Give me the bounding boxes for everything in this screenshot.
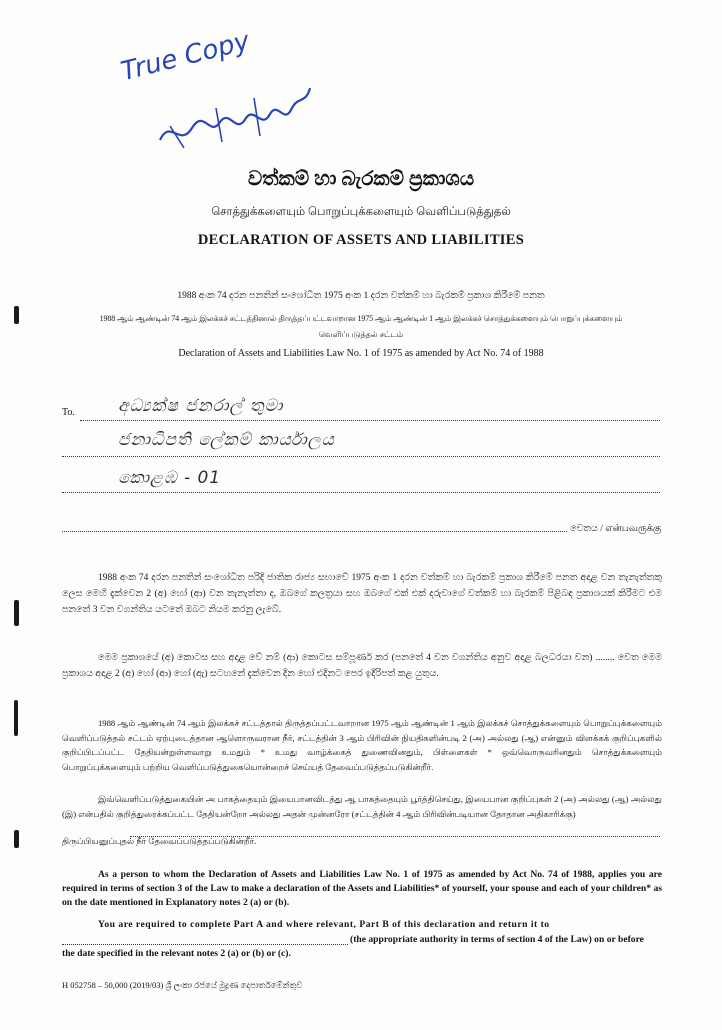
title-tamil: சொத்துக்களையும் பொறுப்புக்களையும் வெளிப்படுத்துதல் bbox=[211, 206, 511, 218]
addressee-line1: අධ්‍යක්ෂ ජනරාල් තුමා bbox=[118, 396, 284, 416]
addressee-line3: කොළඹ - 01 bbox=[118, 468, 222, 488]
tamil-paragraph-1: 1988 ஆம் ஆண்டின் 74 ஆம் இலக்கச் சட்டத்தால் திருத்தப்பட்டவாறான 1975 ஆம் ஆண்டின் 1 ஆம் இலக்கச் சொத்துக்களையும் பொறுப்புக்களையும் வெளிப்படுத்தல் சட்டம் ஏற்புடைத்தான ஆளொருவரான நீர், சட்டத்தின் 3 ஆம் பிரிவின் நியதிகளின்படி 2 (அ) அல்லது (ஆ) என்னும் விளக்கக் குறிப்புகளில் குறிப்பிடப்பட்ட தேதியன்றுள்ளவாறு உமதும் * உமது வாழ்க்கைத் துணைவினதும், பிள்ளைகள் * ஒவ்வொருவரினதும் சொத்துக்களையும் பொறுப்புக்களையும் பற்றிய வெளிப்படுத்துகையொன்றைச் செய்யத் தேவைப்படுத்தப்படுகின்றீர். bbox=[62, 718, 662, 772]
addressee-suffix: වෙතය / என்பவருக்கு bbox=[570, 524, 662, 534]
to-line-1[interactable] bbox=[80, 420, 660, 421]
binder-mark-1 bbox=[14, 306, 19, 324]
english-paragraph-2-line3: the date specified in the relevant notes 2 (a) or (b) or (c). bbox=[62, 948, 291, 959]
title-sinhala: වත්කම් හා බැරකම් ප්‍රකාශය bbox=[247, 168, 475, 190]
law-english: Declaration of Assets and Liabilities Law No. 1 of 1975 as amended by Act No. 74 of 1988 bbox=[178, 348, 544, 359]
to-label: To. bbox=[62, 407, 75, 418]
english-paragraph-2-line1: You are required to complete Part A and where relevant, Part B of this declaration and return it to bbox=[98, 919, 550, 930]
law-tamil-line2: வெளிப்படுத்தல் சட்டம் bbox=[318, 330, 404, 339]
tamil-paragraph-2: இவ்வெளிப்படுத்துகையின் அ பாகத்தையும் இயைபானவிடத்து ஆ பாகத்தையும் பூர்த்திசெய்து, இயைபான குறிப்புகள் 2 (அ) அல்லது (ஆ) அல்லது (இ) என்பதில் குறித்துரைக்கப்பட்ட தேதியன்றோ அல்லது அதன் முன்னரோ (சட்டத்தின் 4 ஆம் பிரிவின்படியான தோதான அதிகாரிக்கு) bbox=[62, 794, 662, 819]
sinhala-paragraph-2: මෙම ප්‍රකාශයේ (අ) කොටස සහ අදාළ වේ නම් (ආ) කොටස සම්පූර්ණ කර (පනතේ 4 වන වගන්තිය අනුව අදාළ බලධරයා වන) ........ වෙත මෙම ප්‍රකාශය අදාළ 2 (අ) හෝ (ආ) හෝ (ඇ) සටහනේ දැක්වෙන දින හෝ එදිනට පෙර ඉදිරිපත් කළ යුතුය. bbox=[62, 653, 662, 679]
english-paragraph-1: As a person to whom the Declaration of Assets and Liabilities Law No. 1 of 1975 as amended by Act No. 74 of 1988, applies you are required in terms of section 3 of the Law to make a declaration of the Assets and Liabilities* of yourself, your spouse and each of your children* as on the date mentioned in Explanatory notes 2 (a) or (b). bbox=[62, 869, 662, 908]
english-authority-line[interactable] bbox=[62, 944, 348, 945]
signature-scribble bbox=[150, 78, 320, 158]
to-line-3[interactable] bbox=[62, 492, 660, 493]
to-line-4[interactable] bbox=[62, 531, 567, 532]
to-line-2[interactable] bbox=[62, 456, 660, 457]
sinhala-paragraph-1: 1988 අංක 74 දරන පනතින් සංශෝධිත පරිදි ජාතික රාජ්‍ය සභාවේ 1975 අංක 1 දරන වත්කම් හා බැරකම් ප්‍රකාශ කිරීමේ පනත අදාළ වන තැනැත්තකු ලෙස මෙහි දැක්වෙන 2 (අ) හෝ (ආ) වන තැනැත්තා ද, ඔබගේ කලත්‍රයා සහ ඔබගේ එක් එක් දරුවාගේ වත්කම් හා බැරකම් පිළිබඳ ප්‍රකාශයක් කිරීමට එම පනතේ 3 වන වගන්තිය යටතේ ඔබට නියම කරනු ලැබේ. bbox=[62, 573, 662, 615]
binder-mark-2 bbox=[14, 600, 19, 626]
printer-imprint: H 052758 – 50,000 (2019/03) ශ්‍රී ලංකා රජයේ මුද්‍රණ දෙපාර්තමේන්තුව bbox=[62, 980, 303, 990]
law-tamil-line1: 1988 ஆம் ஆண்டின் 74 ஆம் இலக்கச் சட்டத்தினால் திருத்தப்பட்டவாறான 1975 ஆம் ஆண்டின் 1 ஆம் இலக்கச் சொத்துக்களையும் பொறுப்புக்களையும் bbox=[99, 314, 623, 323]
law-sinhala: 1988 අංක 74 දරන පනතින් සංශෝධිත 1975 අංක 1 දරන වත්කම් හා බැරකම් ප්‍රකාශ කිරීමේ පනත bbox=[177, 291, 545, 301]
english-paragraph-2-authority: (the appropriate authority in terms of section 4 of the Law) on or before bbox=[350, 934, 644, 945]
tamil-paragraph-2-end: திருப்பியனுப்புதல் நீர் தேவைப்படுத்தப்படுகின்றீர். bbox=[62, 836, 257, 846]
title-english: DECLARATION OF ASSETS AND LIABILITIES bbox=[197, 232, 525, 248]
addressee-line2: ජනාධිපති ලේකම් කාර්යාලය bbox=[118, 430, 335, 450]
binder-mark-4 bbox=[14, 830, 19, 848]
true-copy-annotation: True Copy bbox=[118, 26, 253, 88]
binder-mark-3 bbox=[14, 700, 18, 736]
